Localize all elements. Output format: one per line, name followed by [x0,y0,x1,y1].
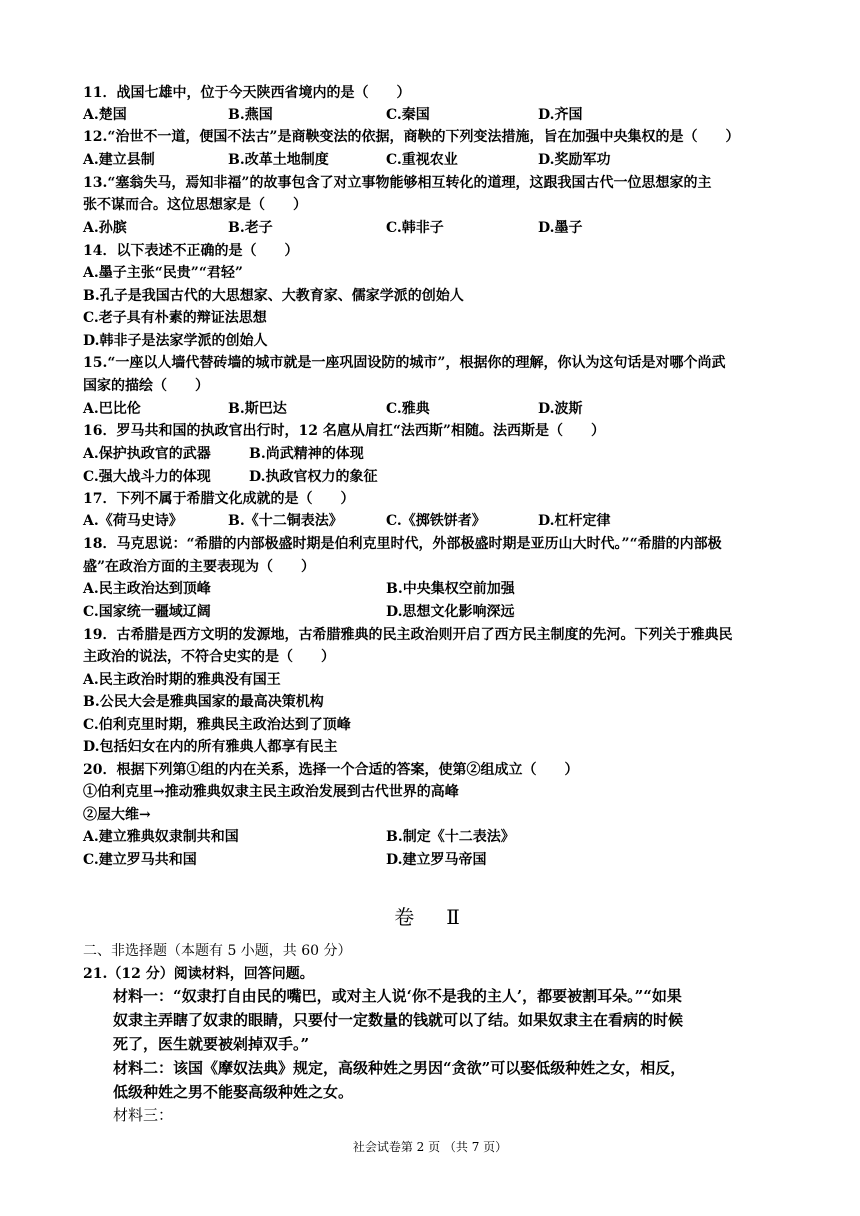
q15-option-a: A.巴比伦 [83,401,141,417]
q13-stem-line2: 张不谋而合。这位思想家是（ ） [83,197,307,213]
q16-option-b: B.尚武精神的体现 [249,446,364,462]
q12-option-c: C.重视农业 [386,152,458,168]
section-title: 卷 Ⅱ [394,905,466,929]
q19-option-c: C.伯利克里时期，雅典民主政治达到了顶峰 [83,717,351,733]
q11-option-a: A.楚国 [83,107,127,123]
q16-option-a: A.保护执政官的武器 [83,446,211,462]
q18-stem-line2: 盛”在政治方面的主要表现为（ ） [83,559,316,575]
q19-option-d: D.包括妇女在内的所有雅典人都享有民主 [83,739,338,755]
q18-option-a: A.民主政治达到顶峰 [83,581,211,597]
q13-options [83,217,783,239]
q14-option-d: D.韩非子是法家学派的创始人 [83,333,268,349]
q17-stem: 17．下列不属于希腊文化成就的是（ ） [83,491,355,507]
q18-option-d: D.思想文化影响深远 [386,604,515,620]
q13-option-a: A.孙膑 [83,220,127,236]
q21-material3-label: 材料三： [113,1106,174,1124]
q21-material2-line1: 材料二：该国《摩奴法典》规定，高级种姓之男因“贪欲”可以娶低级种姓之女，相反， [113,1059,686,1077]
q16-options-ab [83,443,783,465]
q14-stem: 14．以下表述不正确的是（ ） [83,243,299,259]
q15-options [83,398,783,420]
q18-stem-line1: 18．马克思说：“希腊的内部极盛时期是伯利克里时代，外部极盛时期是亚历山大时代。”“希腊的内部极 [83,536,722,552]
q18-options-ab [83,578,783,600]
q16-stem: 16．罗马共和国的执政官出行时，12 名扈从肩扛“法西斯”相随。法西斯是（ ） [83,423,605,439]
q12-option-b: B.改革土地制度 [228,152,329,168]
q21-material1-line2: 奴隶主弄瞎了奴隶的眼睛，只要付一定数量的钱就可以了结。如果奴隶主在看病的时候 [113,1011,684,1029]
q11-option-c: C.秦国 [386,107,430,123]
q19-stem-line2: 主政治的说法，不符合史实的是（ ） [83,649,335,665]
q13-option-d: D.墨子 [538,220,583,236]
q15-option-b: B.斯巴达 [228,401,287,417]
page-footer: 社会试卷第 2 页 （共 7 页） [352,1140,508,1154]
q21-material1-line3: 死了，医生就要被剁掉双手。” [113,1035,310,1053]
q15-option-d: D.波斯 [538,401,583,417]
q15-stem-line1: 15.“一座以人墙代替砖墙的城市就是一座巩固设防的城市”，根据你的理解，你认为这句话是对哪个尚武 [83,355,726,371]
q12-option-d: D.奖励军功 [538,152,611,168]
q20-option-d: D.建立罗马帝国 [386,852,487,868]
q20-group2: ②屋大维→ [83,807,151,823]
q21-material2-line2: 低级种姓之男不能娶高级种姓之女。 [113,1083,354,1101]
q18-option-b: B.中央集权空前加强 [386,581,515,597]
q18-option-c: C.国家统一疆域辽阔 [83,604,211,620]
q17-option-b: B.《十二铜表法》 [228,513,343,529]
q20-group1: ①伯利克里→推动雅典奴隶主民主政治发展到古代世界的高峰 [83,784,459,800]
q20-option-c: C.建立罗马共和国 [83,852,197,868]
q12-option-a: A.建立县制 [83,152,155,168]
q20-options-cd [83,849,783,871]
q11-options [83,104,783,126]
q17-option-c: C.《掷铁饼者》 [386,513,486,529]
q17-option-d: D.杠杆定律 [538,513,611,529]
q17-options [83,510,783,532]
q13-option-b: B.老子 [228,220,273,236]
part2-heading: 二、非选择题（本题有 5 小题，共 60 分） [83,943,352,959]
q19-stem-line1: 19．古希腊是西方文明的发源地，古希腊雅典的民主政治则开启了西方民主制度的先河。下列关于雅典民 [83,627,733,643]
q14-option-a: A.墨子主张“民贵”“君轻” [83,265,243,281]
q12-stem: 12.“治世不一道，便国不法古”是商鞅变法的依据，商鞅的下列变法措施，旨在加强中央集权的是（ ） [83,129,740,145]
q19-option-b: B.公民大会是雅典国家的最高决策机构 [83,694,324,710]
q14-option-b: B.孔子是我国古代的大思想家、大教育家、儒家学派的创始人 [83,288,464,304]
q16-option-c: C.强大战斗力的体现 [83,469,211,485]
q20-stem: 20．根据下列第①组的内在关系，选择一个合适的答案，使第②组成立（ ） [83,762,579,778]
q13-stem-line1: 13.“塞翁失马，焉知非福”的故事包含了对立事物能够相互转化的道理，这跟我国古代一位思想家的主 [83,175,712,191]
q19-option-a: A.民主政治时期的雅典没有国王 [83,672,281,688]
q12-options [83,149,783,171]
q20-option-a: A.建立雅典奴隶制共和国 [83,829,239,845]
q11-option-d: D.齐国 [538,107,583,123]
q18-options-cd [83,601,783,623]
q21-stem: 21.（12 分）阅读材料，回答问题。 [83,966,314,982]
q17-option-a: A.《荷马史诗》 [83,513,183,529]
q21-material1-line1: 材料一：“奴隶打自由民的嘴巴，或对主人说‘你不是我的主人’，都要被割耳朵。”“如果 [113,987,682,1005]
q20-option-b: B.制定《十二表法》 [386,829,515,845]
q14-option-c: C.老子具有朴素的辩证法思想 [83,310,267,326]
q16-options-cd [83,466,783,488]
q20-options-ab [83,826,783,848]
q11-option-b: B.燕国 [228,107,273,123]
q13-option-c: C.韩非子 [386,220,444,236]
q15-option-c: C.雅典 [386,401,430,417]
q15-stem-line2: 国家的描绘（ ） [83,378,209,394]
q16-option-d: D.执政官权力的象征 [249,469,378,485]
q11-stem: 11．战国七雄中，位于今天陕西省境内的是（ ） [83,85,411,101]
